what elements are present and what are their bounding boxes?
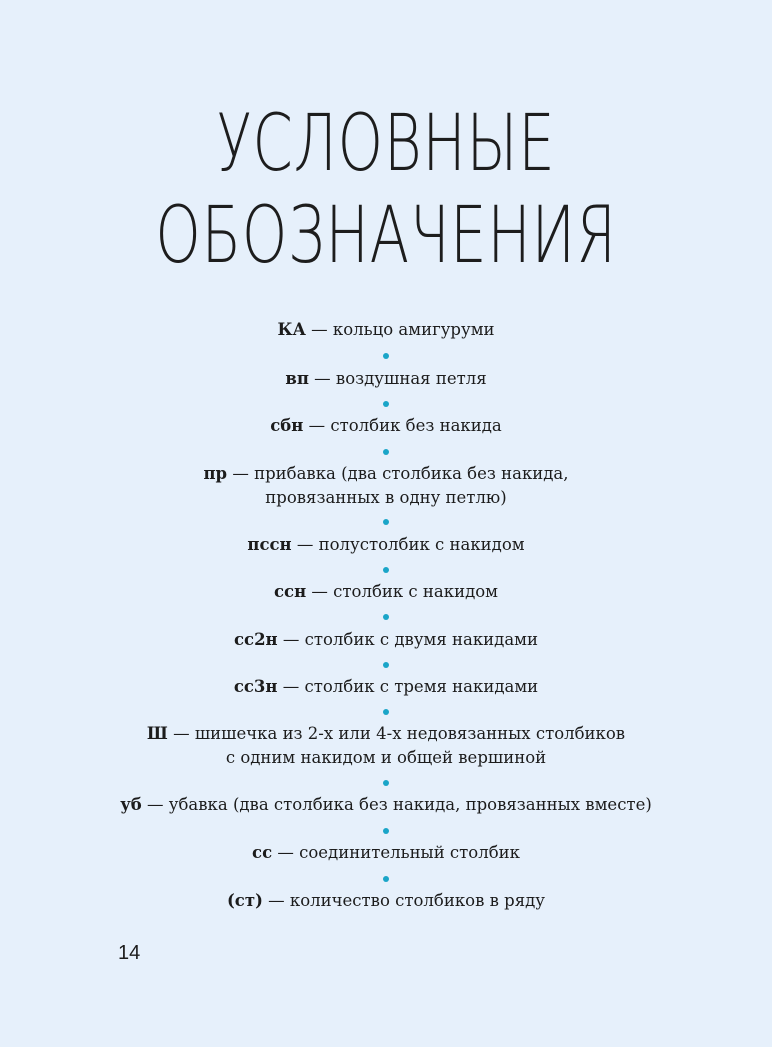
separator-dot — [383, 876, 389, 882]
legend-entry-ub — [0, 793, 772, 817]
legend-entry-ss3n — [0, 675, 772, 699]
legend-entry-continuation: провязанных в одну петлю) — [265, 488, 507, 507]
legend-abbreviation: (ст) — [227, 891, 263, 910]
page-title-line-2: ОБОЗНАЧЕНИЯ — [155, 191, 617, 281]
legend-entry-continuation: с одним накидом и общей вершиной — [225, 748, 547, 767]
legend-description: — прибавка (два столбика без накида, — [227, 464, 569, 483]
legend-abbreviation: пссн — [247, 535, 292, 554]
legend-description: — количество столбиков в ряду — [262, 891, 545, 910]
legend-entry-line — [0, 889, 772, 913]
legend-entry-ss2n — [0, 628, 772, 652]
legend-description: — столбик с двумя накидами — [277, 630, 539, 649]
legend-entry-line — [0, 841, 772, 865]
legend-entry-st — [0, 889, 772, 913]
legend-description: — воздушная петля — [308, 369, 487, 388]
legend-entry-line — [0, 580, 772, 604]
legend-entry-line — [0, 318, 772, 342]
legend-entry-line — [0, 722, 772, 746]
separator-dot — [383, 614, 389, 620]
legend-abbreviation: сс — [252, 843, 273, 862]
legend-entry-line — [0, 533, 772, 557]
legend-abbreviation: сс3н — [233, 677, 278, 696]
legend-entry-line — [0, 793, 772, 817]
legend-abbreviation: уб — [120, 795, 142, 814]
legend-entry-line — [0, 414, 772, 438]
separator-dot — [383, 662, 389, 668]
legend-entry-line — [0, 462, 772, 486]
separator-dot — [383, 353, 389, 359]
legend-description: — соединительный столбик — [272, 843, 520, 862]
legend-abbreviation: сбн — [270, 416, 304, 435]
legend-description: — столбик без накида — [303, 416, 502, 435]
page-title-line-1: УСЛОВНЫЕ — [216, 99, 556, 189]
legend-entry-line — [0, 675, 772, 699]
separator-dot — [383, 519, 389, 525]
legend-abbreviation: сс2н — [233, 630, 278, 649]
page-number: 14 — [118, 942, 141, 964]
legend-entry-ss — [0, 841, 772, 865]
separator-dot — [383, 567, 389, 573]
legend-entry-pr — [0, 462, 772, 510]
legend-description: — шишечка из 2-х или 4-х недовязанных столбиков — [167, 724, 626, 743]
legend-description: — убавка (два столбика без накида, провязанных вместе) — [141, 795, 652, 814]
legend-entry-vp — [0, 367, 772, 391]
separator-dot — [383, 449, 389, 455]
legend-entry-line — [0, 628, 772, 652]
separator-dot — [383, 709, 389, 715]
legend-abbreviation: КА — [277, 320, 306, 339]
legend-entry-ka — [0, 318, 772, 342]
legend-abbreviation: Ш — [146, 724, 168, 743]
separator-dot — [383, 828, 389, 834]
legend-description: — полустолбик с накидом — [291, 535, 525, 554]
separator-dot — [383, 401, 389, 407]
legend-description: — столбик с накидом — [306, 582, 498, 601]
legend-entry-sh — [0, 722, 772, 770]
separator-dot — [383, 780, 389, 786]
legend-entry-pssn — [0, 533, 772, 557]
legend-abbreviation: вп — [285, 369, 309, 388]
legend-entry-ssn — [0, 580, 772, 604]
legend-description: — столбик с тремя накидами — [277, 677, 539, 696]
legend-entry-sbn — [0, 414, 772, 438]
legend-description: — кольцо амигуруми — [305, 320, 495, 339]
legend-abbreviation: пр — [203, 464, 228, 483]
legend-abbreviation: ссн — [274, 582, 307, 601]
page-title — [100, 98, 671, 282]
legend-entry-line — [0, 367, 772, 391]
